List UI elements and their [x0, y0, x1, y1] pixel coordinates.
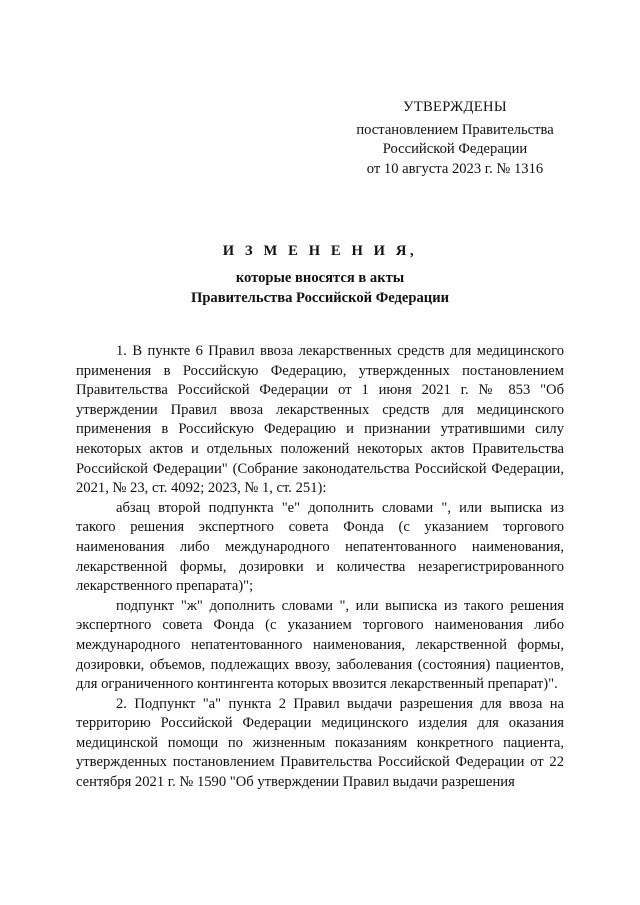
approval-stamp: УТВЕРЖДЕНЫ [403, 99, 507, 115]
document-title: И З М Е Н Е Н И Я, [222, 243, 418, 259]
body-paragraph: 2. Подпункт "а" пункта 2 Правил выдачи разрешения для ввоза на территорию Российской Федерации медицинского изделия для оказания медицинской помощи по жизненным показаниям конкретного пациента, утвержденных постановлением Правительства Российской Федерации от 22 сентября 2021 г. № 1590 "Об утверждении Правил выдачи разрешения [76, 695, 564, 791]
document-heading [0, 241, 640, 308]
body-paragraph: подпункт "ж" дополнить словами ", или выписка из такого решения экспертного совета Фонда (с указанием торгового наименования либо международного непатентованного наименования, лекарственной формы, дозировки, объемов, подлежащих ввозу, заболевания (состояния) пациентов, для ограниченного контингента которых ввозится лекарственный препарат)". [76, 597, 564, 693]
approval-block [340, 98, 570, 179]
approval-line: постановлением Правительства [356, 121, 554, 138]
document-subtitle: Правительства Российской Федерации [190, 289, 450, 306]
document-subtitle: которые вносятся в акты [235, 270, 405, 286]
approval-date-line: от 10 августа 2023 г. № 1316 [366, 160, 544, 177]
body-paragraph: 1. В пункте 6 Правил ввоза лекарственных средств для медицинского применения в Российскую Федерацию, утвержденных постановлением Правительства Российской Федерации от 1 июня 2021 г. № 853 "Об утверждении Правил ввоза лекарственных средств для медицинского применения в Российскую Федерацию и признании утратившими силу некоторых актов и отдельных положений некоторых актов Правительства Российской Федерации" (Собрание законодательства Российской Федерации, 2021, № 23, ст. 4092; 2023, № 1, ст. 251): [76, 343, 564, 497]
approval-line: Российской Федерации [382, 141, 528, 157]
body-paragraph: абзац второй подпункта "е" дополнить словами ", или выписка из такого решения экспертного совета Фонда (с указанием торгового наименования либо международного непатентованного наименования, лекарственной формы, дозировки и количества незарегистрированного лекарственного препарата)"; [76, 499, 564, 595]
document-body [76, 342, 564, 793]
